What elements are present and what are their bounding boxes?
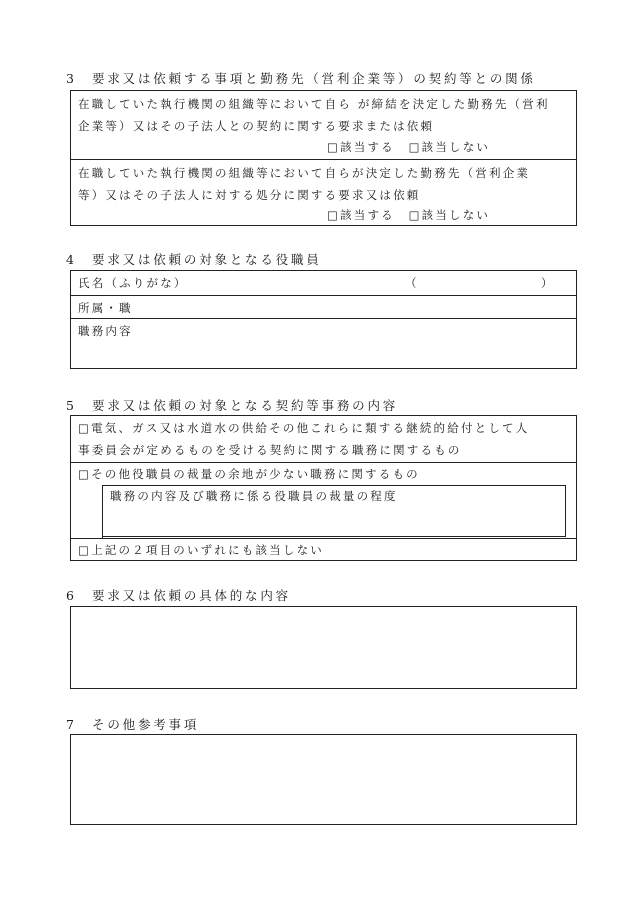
name-label: 氏名（ふりがな） [78,276,188,290]
disposition-relation-options[interactable]: □該当する □該当しない [327,208,491,222]
contract-relation-options[interactable]: □該当する □該当しない [327,140,491,154]
section-5-heading: 5 要求又は依頼の対象となる契約等事務の内容 [66,398,399,413]
section-4-heading: 4 要求又は依頼の対象となる役職員 [66,252,322,267]
furigana-paren-open: （ [405,276,419,290]
low-discretion-text: □その他役職員の裁量の余地が少ない職務に関するもの [78,467,420,481]
low-discretion-row[interactable] [71,462,576,538]
contract-relation-text-1: 在職していた執行機関の組織等において自ら が締結を決定した勤務先（営利 [78,97,550,111]
contract-relation-row [71,91,576,159]
section-5-table [70,415,577,561]
discretion-detail-label: 職務の内容及び職務に係る役職員の裁量の程度 [110,489,398,503]
disposition-relation-text-1: 在職していた執行機関の組織等において自らが決定した勤務先（営利企業 [78,166,531,180]
continuous-supply-text-1: □電気、ガス又は水道水の供給その他これらに類する継続的給付として人 [78,421,530,435]
contract-relation-text-2: 企業等）又はその子法人との契約に関する要求または依頼 [78,119,435,133]
section-6-heading: 6 要求又は依頼の具体的な内容 [66,588,291,603]
department-row[interactable] [71,295,576,318]
none-applicable-row[interactable] [71,538,576,560]
section-4-table [70,270,577,369]
section-3-heading: 3 要求又は依頼する事項と勤務先（営利企業等）の契約等との関係 [66,71,536,86]
other-reference-box[interactable] [70,734,577,825]
none-applicable-text: □上記の２項目のいずれにも該当しない [78,543,324,557]
section-7-heading: 7 その他参考事項 [66,717,200,732]
duty-label: 職務内容 [78,324,133,338]
discretion-detail-box[interactable] [102,485,566,537]
specific-content-box[interactable] [70,606,577,689]
continuous-supply-row[interactable] [71,416,576,462]
continuous-supply-text-2: 事委員会が定めるものを受ける契約に関する職務に関するもの [78,443,462,457]
disposition-relation-text-2: 等）又はその子法人に対する処分に関する要求又は依頼 [78,188,421,202]
duty-row[interactable] [71,318,576,368]
furigana-paren-close: ） [541,276,555,290]
department-label: 所属・職 [78,301,133,315]
name-row[interactable] [71,271,576,295]
disposition-relation-row [71,159,576,225]
section-3-table [70,90,577,226]
